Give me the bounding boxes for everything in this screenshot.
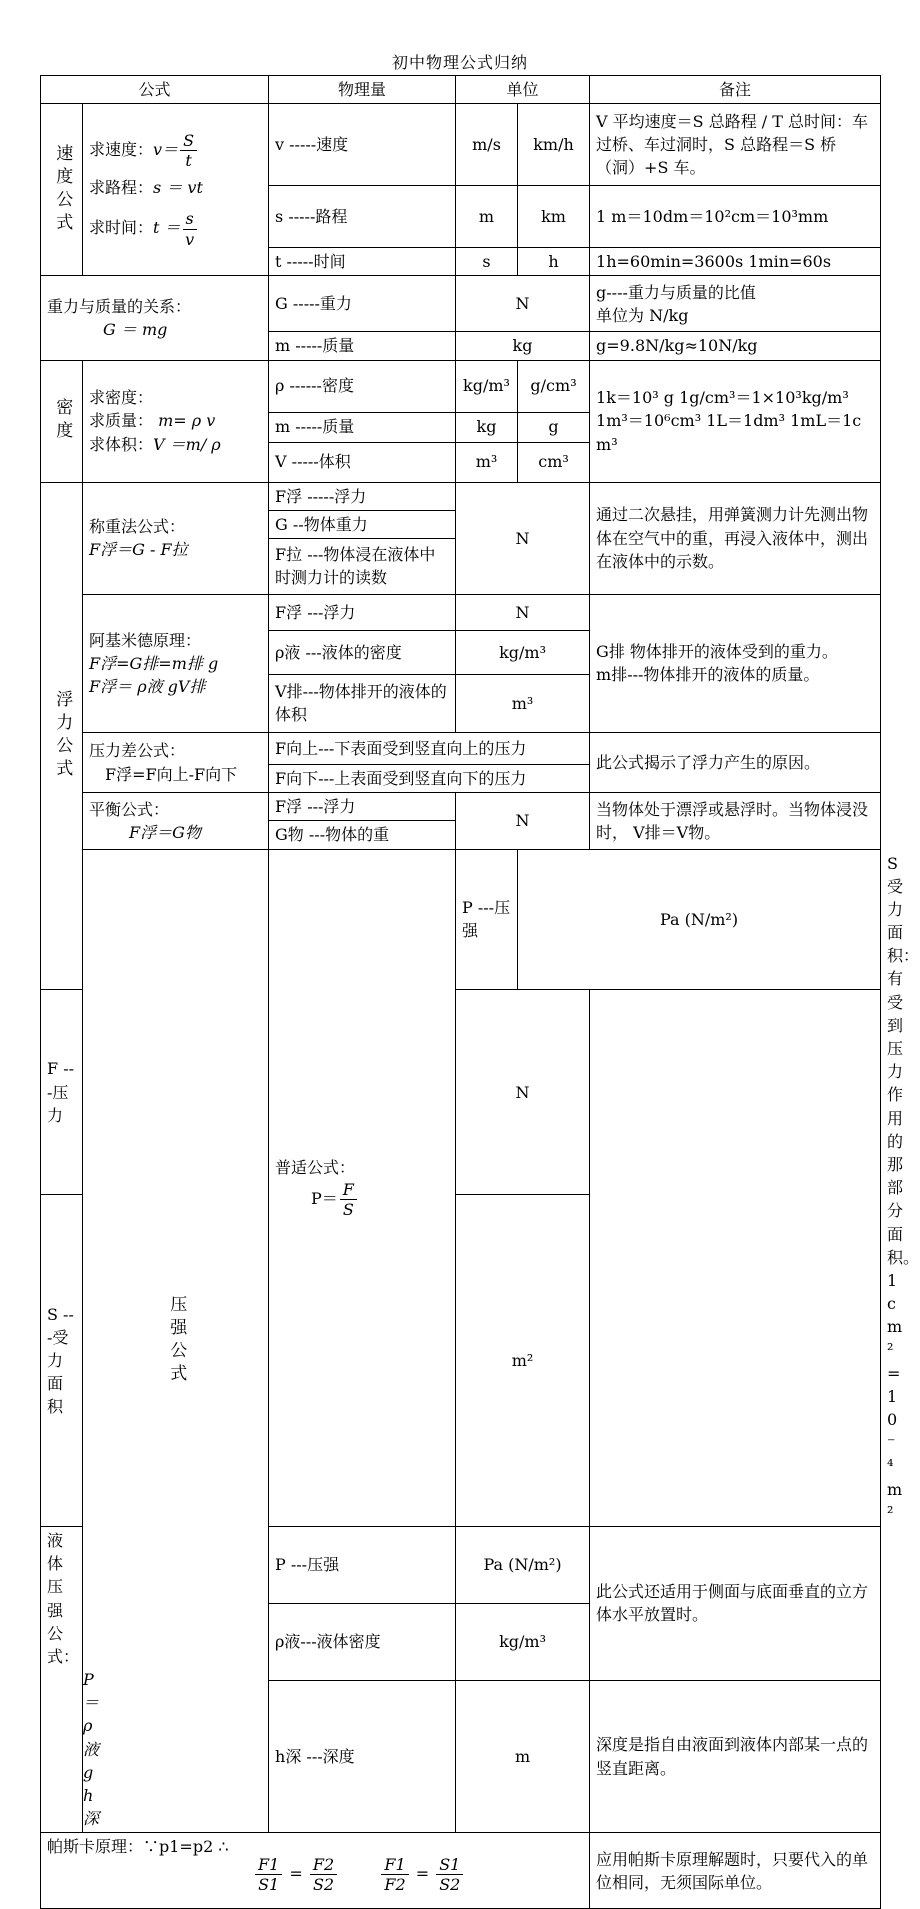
buoyancy-group-label: 浮力公式 — [41, 482, 83, 990]
speed-fraction: $\frac{S}{t}$ — [180, 131, 197, 170]
speed-formulas: 求速度：v＝ $\frac{S}{t}$ 求路程：s ＝ vt 求时间：t ＝ $\frac{s}{v}$ — [83, 104, 269, 276]
liquid-density-unit: kg/m³ — [456, 630, 590, 674]
liquid-density-quantity-2: ρ液---液体密度 — [269, 1603, 456, 1680]
pressure-fraction: $\frac{F}{S}$ — [340, 1180, 357, 1219]
pressure-difference-note: 此公式揭示了浮力产生的原因。 — [590, 732, 881, 792]
volume-unit-si: m³ — [456, 442, 518, 482]
speed-note: V 平均速度＝S 总路程 / T 总时间：车过桥、车过洞时，S 总路程＝S 桥（洞）+S 车。 — [590, 104, 881, 186]
weighing-buoyancy-quantity: F浮 -----浮力 — [269, 482, 456, 510]
archimedes-buoyancy-quantity: F浮 ---浮力 — [269, 594, 456, 630]
density-unit-alt: g/cm³ — [518, 360, 590, 412]
g-value-note: g=9.8N/kg≈10N/kg — [590, 332, 881, 360]
weighing-reading-quantity: F拉 ---物体浸在液体中时测力计的读数 — [269, 538, 456, 594]
upward-force-quantity: F向上---下表面受到竖直向上的压力 — [269, 732, 590, 764]
formula-table: 公式 物理量 单位 备注 速度公式 求速度：v＝ $\frac{S}{t}$ 求路程：s ＝ vt 求时间：t ＝ $\frac{s}{v}$ v -----速度 m/s km/h V 平均速度＝S 总路程 / T 总时间：车过桥、车过洞时，S 总路程＝S 桥（洞）+S 车。 s -----路程 m km 1 m＝10dm＝10²cm＝10³mm t -----时间 s h 1h=60min=3600s 1min=60s 重力与质量的关系： G ＝ mg G -----重力 N g----重力与质量的比值 单位为 N/kg m -----质量 kg g=9.8N/kg≈10N/kg 密度 求密度： 求质量： m= ρ v 求体积：V ＝m/ ρ ρ ------密度 kg/m³ g/cm³ 1k＝10³ g 1g/cm³＝1×10³kg/m³ 1m³＝10⁶cm³ 1L＝1dm³ 1mL＝1cm³ m -----质量 kg g V -----体积 m³ cm³ 浮力公式 称重法公式： F浮＝G - F拉 F浮 -----浮力 N 通过二次悬挂，用弹簧测力计先测出物体在空气中的重，再浸入液体中，测出在液体中的示数。 G --物体重力 F拉 ---物体浸在液体中时测力计的读数 阿基米德原理： F浮=G排=m排 g F浮＝ ρ液 gV排 F浮 ---浮力 N G排 物体排开的液体受到的重力。 m排---物体排开的液体的质量。 ρ液 ---液体的密度 kg/m³ V排---物体排开的液体的体积 m³ 压力差公式： F浮=F向上-F向下 F向上---下表面受到竖直向上的压力 此公式揭示了浮力产生的原因。 F向下---上表面受到竖直向下的压力 平衡公式： F浮＝G物 F浮 ---浮力 N 当物体处于漂浮或悬浮时。当物体浸没时， V排＝V物。 G物 ---物体的重 压强公式 普适公式： P＝ $\frac{F}{S}$ P ---压强 Pa (N/m²) S受力面积：有受到压力作用的那部分面积。 1cm² =10⁻⁴m² F ---压力 N S ---受力面积 m² 液体压强公式： P ＝ρ液gh深 P ---压强 Pa (N/m²) 此公式还适用于侧面与底面垂直的立方体水平放置时。 ρ液---液体密度 kg/m³ h深 ---深度 m 深度是指自由液面到液体内部某一点的竖直距离。 帕斯卡原理：∵p1=p2 ∴ $\frac{F1}{S1}$ = $\frac{F2}{S2}$ $\frac{F1}{F2}$ = $\frac{S1}{S2}$ 应用帕斯卡原理解题时，只要代入的单位相同，无须国际单位。 — [40, 75, 881, 1909]
depth-quantity: h深 ---深度 — [269, 1680, 456, 1833]
density-group-label: 密度 — [41, 360, 83, 482]
header-row — [41, 76, 881, 104]
header-formula: 公式 — [41, 76, 269, 104]
density-mass-quantity: m -----质量 — [269, 412, 456, 442]
weighing-weight-quantity: G --物体重力 — [269, 510, 456, 538]
gravity-quantity: G -----重力 — [269, 276, 456, 332]
volume-quantity: V -----体积 — [269, 442, 456, 482]
density-mass-unit-si: kg — [456, 412, 518, 442]
liquid-pressure-note: 此公式还适用于侧面与底面垂直的立方体水平放置时。 — [590, 1526, 881, 1680]
time-unit-si: s — [456, 248, 518, 276]
pascal-note: 应用帕斯卡原理解题时，只要代入的单位相同，无须国际单位。 — [590, 1833, 881, 1909]
time-unit-alt: h — [518, 248, 590, 276]
liquid-density-quantity: ρ液 ---液体的密度 — [269, 630, 456, 674]
area-quantity: S ---受力面积 — [41, 1195, 83, 1527]
pressure-unit: Pa (N/m²) — [518, 849, 881, 990]
weighing-note: 通过二次悬挂，用弹簧测力计先测出物体在空气中的重，再浸入液体中，测出在液体中的示数。 — [590, 482, 881, 594]
equilibrium-formula: 平衡公式： F浮＝G物 — [83, 793, 269, 849]
force-quantity: F ---压力 — [41, 990, 83, 1195]
page-title: 初中物理公式归纳 — [391, 53, 528, 72]
density-unit-si: kg/m³ — [456, 360, 518, 412]
weighing-unit: N — [456, 482, 590, 594]
gravity-formula: 重力与质量的关系： G ＝ mg — [41, 276, 269, 360]
downward-force-quantity: F向下---上表面受到竖直向下的压力 — [269, 764, 590, 792]
equilibrium-unit: N — [456, 793, 590, 849]
liquid-pressure-quantity: P ---压强 — [269, 1526, 456, 1603]
archimedes-formula: 阿基米德原理： F浮=G排=m排 g F浮＝ ρ液 gV排 — [83, 594, 269, 732]
density-note: 1k＝10³ g 1g/cm³＝1×10³kg/m³ 1m³＝10⁶cm³ 1L＝1dm³ 1mL＝1cm³ — [590, 360, 881, 482]
time-quantity: t -----时间 — [269, 248, 456, 276]
pressure-group-label: 压强公式 — [83, 849, 269, 1833]
distance-unit-alt: km — [518, 186, 590, 248]
time-fraction: $\frac{s}{v}$ — [183, 209, 197, 248]
equilibrium-buoyancy-quantity: F浮 ---浮力 — [269, 793, 456, 821]
weighing-formula: 称重法公式： F浮＝G - F拉 — [83, 482, 269, 594]
distance-quantity: s -----路程 — [269, 186, 456, 248]
time-note: 1h=60min=3600s 1min=60s — [590, 248, 881, 276]
speed-unit-alt: km/h — [518, 104, 590, 186]
pascal-formula: 帕斯卡原理：∵p1=p2 ∴ $\frac{F1}{S1}$ = $\frac{F2}{S2}$ $\frac{F1}{F2}$ = $\frac{S1}{S2}$ — [41, 1833, 590, 1909]
displaced-volume-quantity: V排---物体排开的液体的体积 — [269, 674, 456, 732]
mass-unit: kg — [456, 332, 590, 360]
force-unit: N — [456, 990, 590, 1195]
equilibrium-note: 当物体处于漂浮或悬浮时。当物体浸没时， V排＝V物。 — [590, 793, 881, 849]
displaced-volume-unit: m³ — [456, 674, 590, 732]
depth-note: 深度是指自由液面到液体内部某一点的竖直距离。 — [590, 1680, 881, 1833]
liquid-pressure-unit: Pa (N/m²) — [456, 1526, 590, 1603]
speed-quantity: v -----速度 — [269, 104, 456, 186]
liquid-pressure-formula: 液体压强公式： P ＝ρ液gh深 — [41, 1526, 83, 1832]
pressure-quantity: P ---压强 — [456, 849, 518, 990]
density-formulas: 求密度： 求质量： m= ρ v 求体积：V ＝m/ ρ — [83, 360, 269, 482]
density-mass-unit-alt: g — [518, 412, 590, 442]
header-note: 备注 — [590, 76, 881, 104]
pressure-difference-formula: 压力差公式： F浮=F向上-F向下 — [83, 732, 269, 792]
object-weight-quantity: G物 ---物体的重 — [269, 821, 456, 849]
gravity-note: g----重力与质量的比值 单位为 N/kg — [590, 276, 881, 332]
general-pressure-formula: 普适公式： P＝ $\frac{F}{S}$ — [269, 849, 456, 1526]
header-unit: 单位 — [456, 76, 590, 104]
gravity-unit: N — [456, 276, 590, 332]
distance-unit-si: m — [456, 186, 518, 248]
speed-group-label: 速度公式 — [41, 104, 83, 276]
distance-note: 1 m＝10dm＝10²cm＝10³mm — [590, 186, 881, 248]
depth-unit: m — [456, 1680, 590, 1833]
area-unit: m² — [456, 1195, 590, 1527]
speed-unit-si: m/s — [456, 104, 518, 186]
header-quantity: 物理量 — [269, 76, 456, 104]
liquid-density-unit-2: kg/m³ — [456, 1603, 590, 1680]
archimedes-note: G排 物体排开的液体受到的重力。 m排---物体排开的液体的质量。 — [590, 594, 881, 732]
density-quantity: ρ ------密度 — [269, 360, 456, 412]
mass-quantity: m -----质量 — [269, 332, 456, 360]
volume-unit-alt: cm³ — [518, 442, 590, 482]
archimedes-buoyancy-unit: N — [456, 594, 590, 630]
